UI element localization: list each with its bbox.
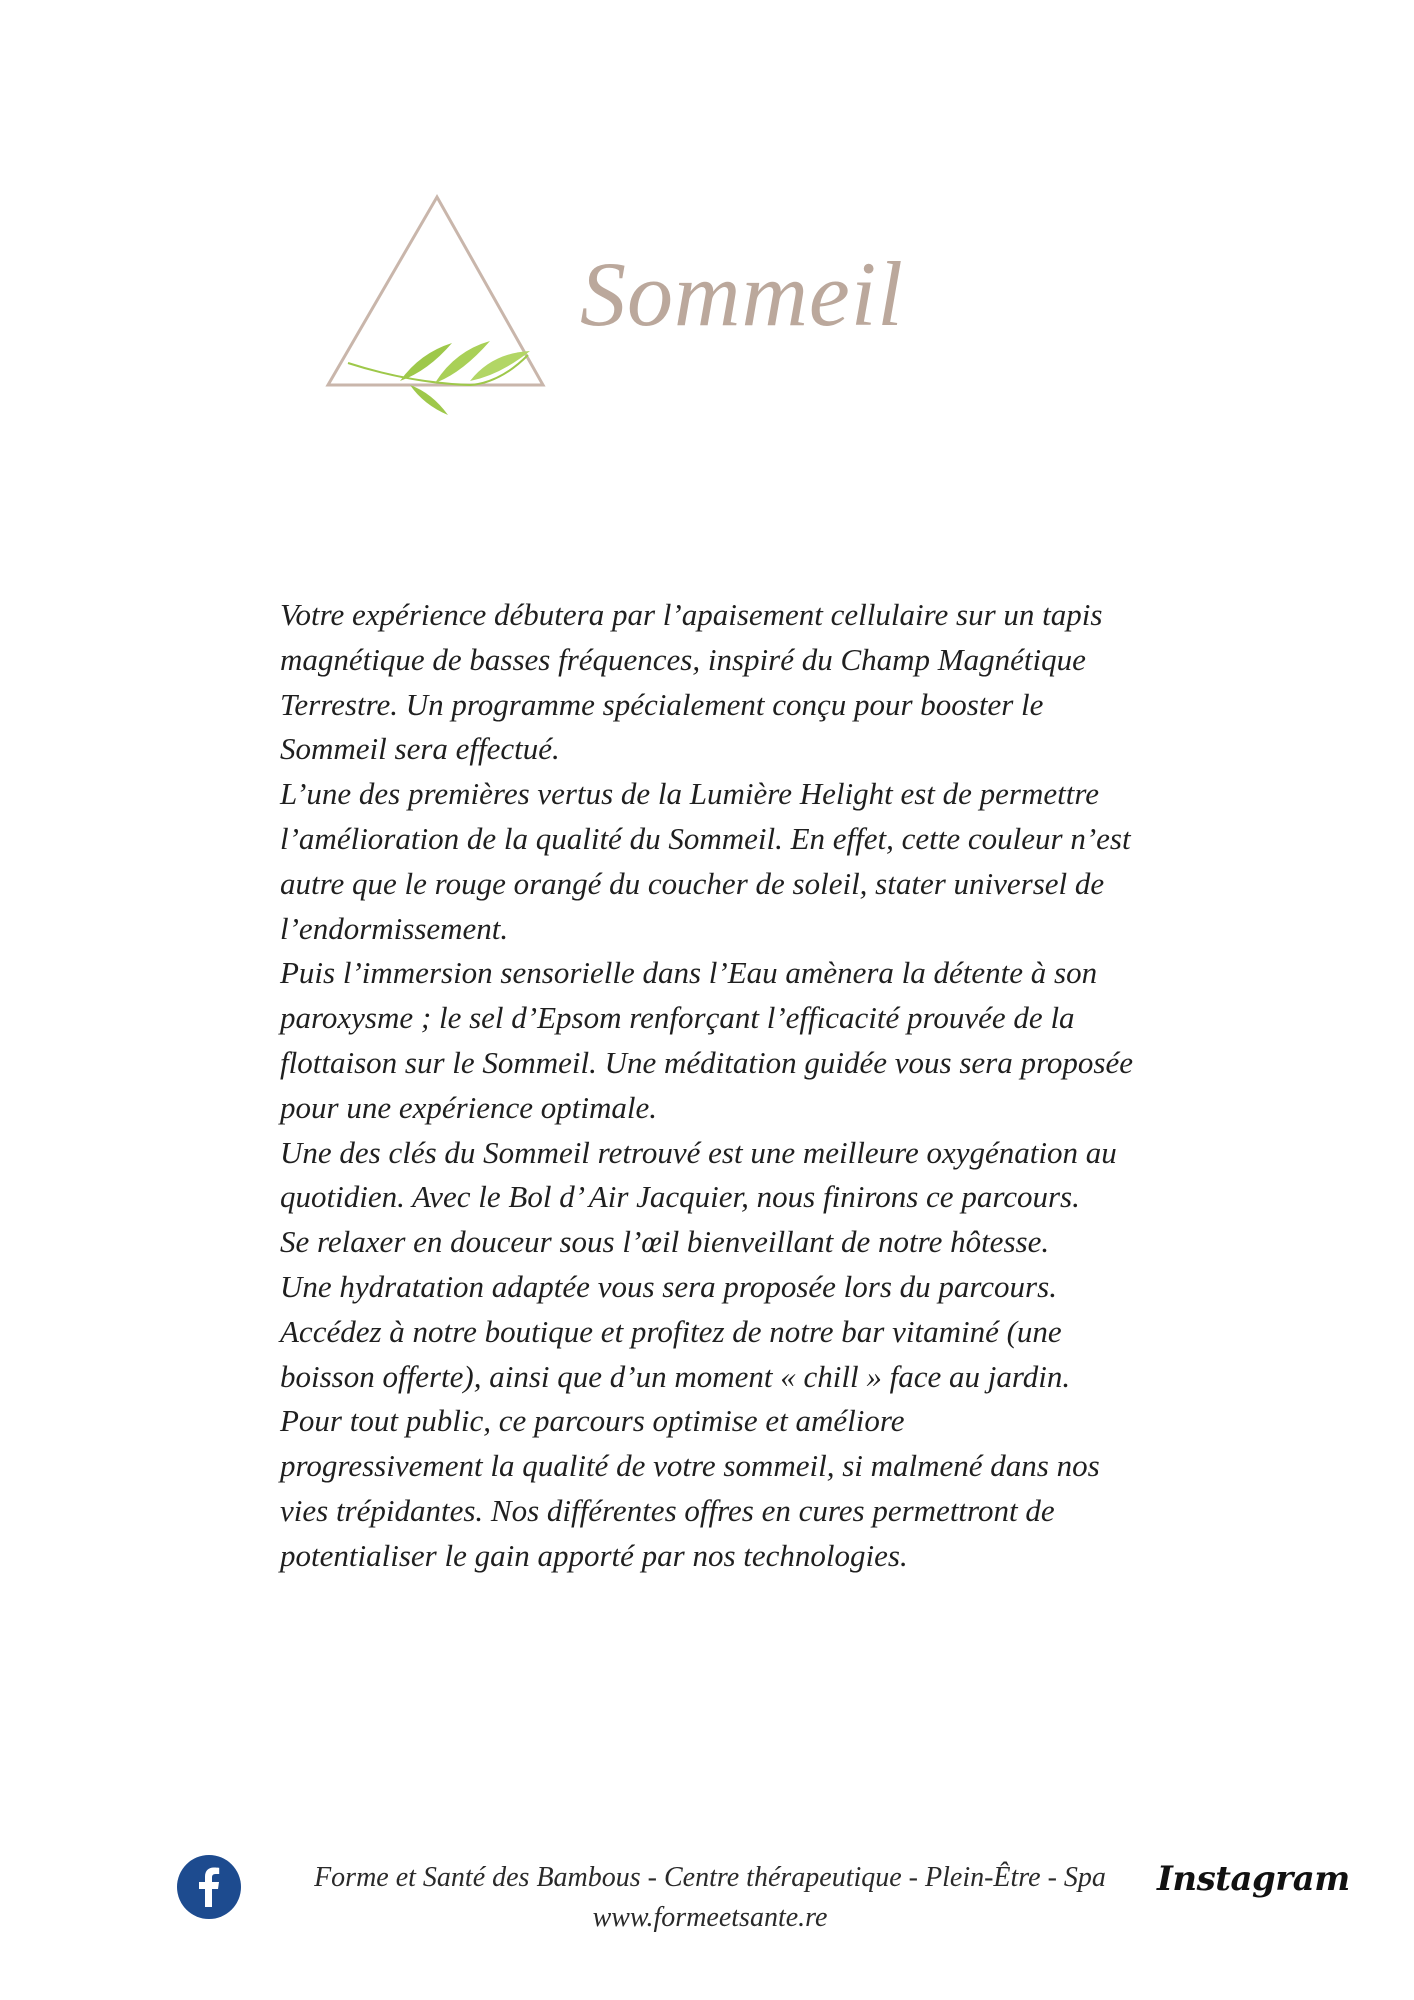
body-line: l’endormissement. [280,910,509,946]
facebook-f-glyph [177,1855,241,1919]
body-line: magnétique de basses fréquences, inspiré du Champ Magnétique [280,641,1086,677]
body-line: boisson offerte), ainsi que d’un moment « chill » face au jardin. [280,1358,1071,1394]
body-line: l’amélioration de la qualité du Sommeil. En effet, cette couleur n’est [280,820,1131,856]
instagram-logo[interactable]: Instagram [1157,1859,1350,1899]
body-line: Votre expérience débutera par l’apaisement cellulaire sur un tapis [280,597,1103,632]
body-line: Accédez à notre boutique et profitez de notre bar vitaminé (une [280,1313,1062,1349]
body-line: vies trépidantes. Nos différentes offres en cures permettront de [280,1492,1055,1528]
footer-company: Forme et Santé des Bambous - Centre thérapeutique - Plein-Être - Spa [314,1862,1106,1893]
footer-website-link[interactable]: www.formeetsante.re [592,1902,828,1933]
facebook-icon[interactable] [177,1855,241,1919]
body-line: Pour tout public, ce parcours optimise et améliore [280,1403,905,1439]
body-line: Une hydratation adaptée vous sera proposée lors du parcours. [280,1268,1057,1304]
body-line: L’une des premières vertus de la Lumière Helight est de permettre [280,776,1100,812]
body-line: Se relaxer en douceur sous l’œil bienveillant de notre hôtesse. [280,1224,1050,1260]
body-line: quotidien. Avec le Bol d’ Air Jacquier, nous finirons ce parcours. [280,1179,1080,1215]
page-title: Sommeil [580,243,904,345]
body-line: progressivement la qualité de votre sommeil, si malmené dans nos [280,1448,1100,1484]
body-line: autre que le rouge orangé du coucher de soleil, stater universel de [280,865,1105,901]
body-line: paroxysme ; le sel d’Epsom renforçant l’efficacité prouvée de la [280,1000,1075,1036]
triangle-bamboo-leaf-icon [320,193,555,423]
body-text [280,593,1160,1579]
logo [320,193,555,423]
body-line: Sommeil sera effectué. [280,731,560,767]
body-line: Une des clés du Sommeil retrouvé est une meilleure oxygénation au [280,1134,1117,1170]
body-line: Puis l’immersion sensorielle dans l’Eau amènera la détente à son [280,955,1098,991]
footer [290,1858,1130,1938]
body-line: potentialiser le gain apporté par nos technologies. [280,1537,908,1573]
body-line: flottaison sur le Sommeil. Une méditation guidée vous sera proposée [280,1044,1133,1080]
body-line: pour une expérience optimale. [280,1089,658,1125]
body-line: Terrestre. Un programme spécialement conçu pour booster le [280,686,1044,722]
